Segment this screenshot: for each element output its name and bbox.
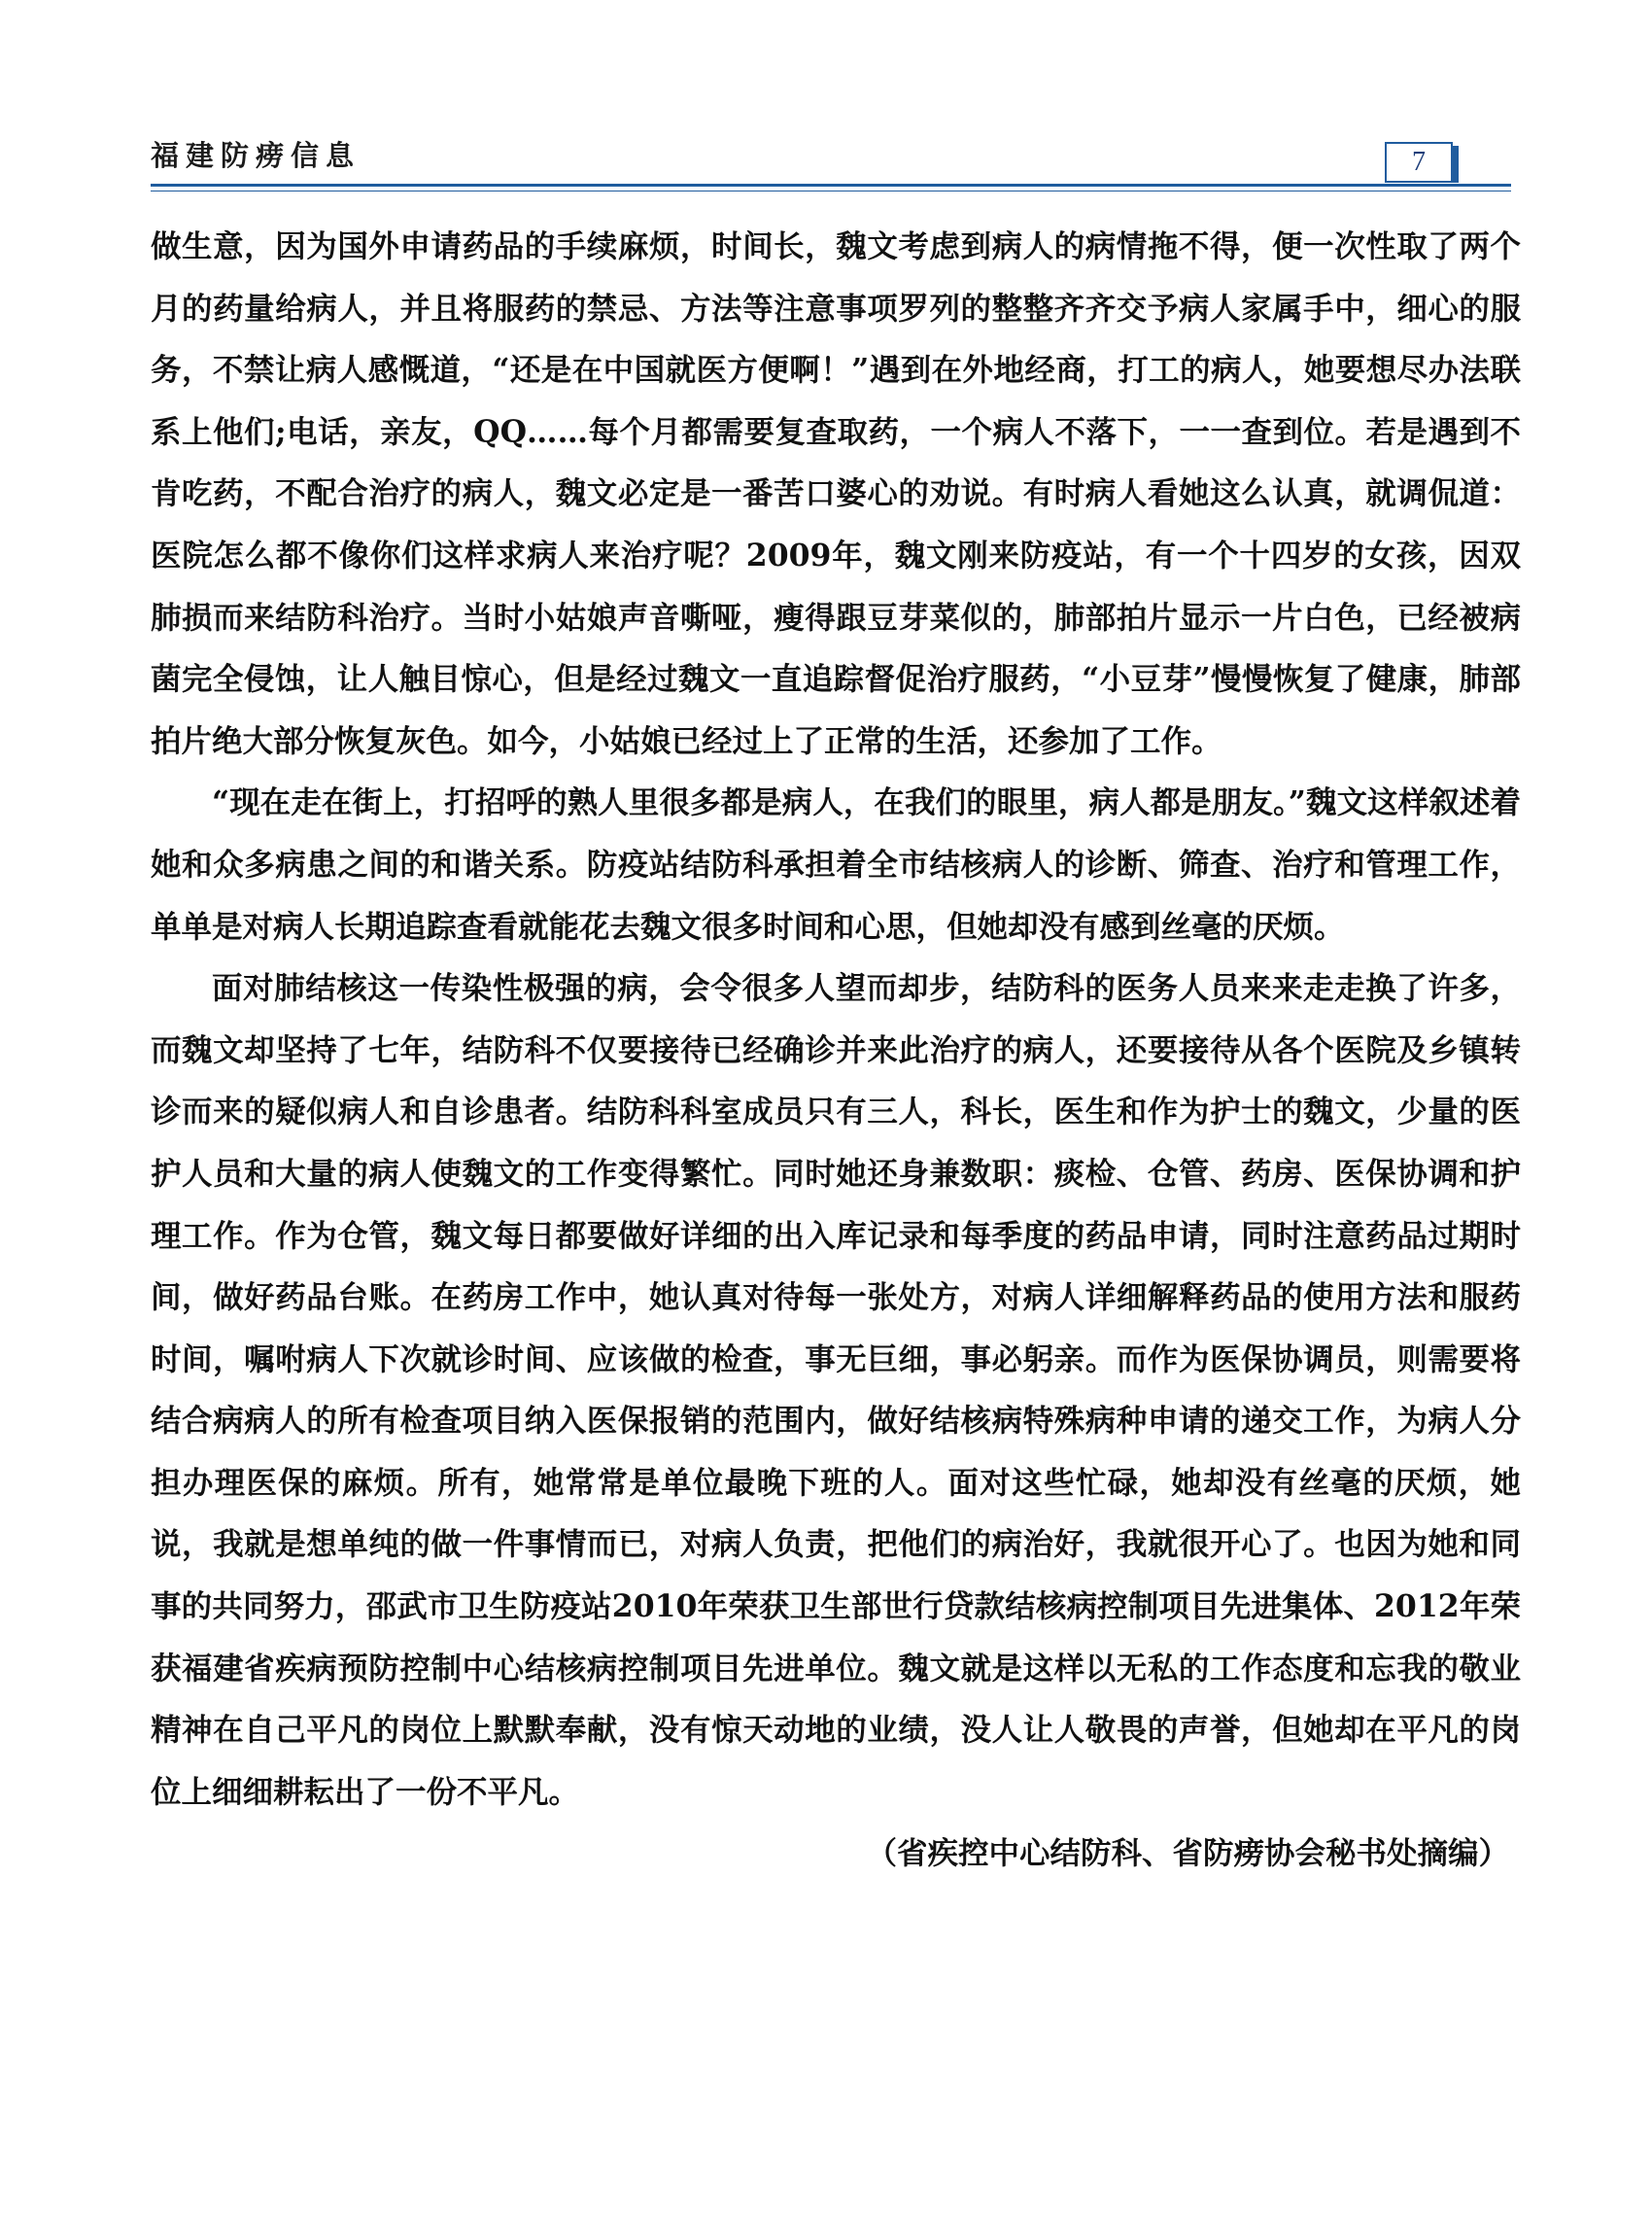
header-rule: [151, 184, 1511, 187]
article-paragraph-3: 面对肺结核这一传染性极强的病，会令很多人望而却步，结防科的医务人员来来走走换了许多，而魏文却坚持了七年，结防科不仅要接待已经确诊并来此治疗的病人，还要接待从各个医院及乡镇转诊而来的疑似病人和自诊患者。结防科科室成员只有三人，科长，医生和作为护士的魏文，少量的医护人员和大量的病人使魏文的工作变得繁忙。同时她还身兼数职：痰检、仓管、药房、医保协调和护理工作。作为仓管，魏文每日都要做好详细的出入库记录和每季度的药品申请，同时注意药品过期时间，做好药品台账。在药房工作中，她认真对待每一张处方，对病人详细解释药品的使用方法和服药时间，嘱咐病人下次就诊时间、应该做的检查，事无巨细，事必躬亲。而作为医保协调员，则需要将结合病病人的所有检查项目纳入医保报销的范围内，做好结核病特殊病种申请的递交工作，为病人分担办理医保的麻烦。所有，她常常是单位最晚下班的人。面对这些忙碌，她却没有丝毫的厌烦，她说，我就是想单纯的做一件事情而已，对病人负责，把他们的病治好，我就很开心了。也因为她和同事的共同努力，邵武市卫生防疫站2010年荣获卫生部世行贷款结核病控制项目先进集体、2012年荣获福建省疾病预防控制中心结核病控制项目先进单位。魏文就是这样以无私的工作态度和忘我的敬业精神在自己平凡的岗位上默默奉献，没有惊天动地的业绩，没人让人敬畏的声誉，但她却在平凡的岗位上细细耕耘出了一份不平凡。: [151, 970, 1521, 1810]
article-paragraph-2: “现在走在街上，打招呼的熟人里很多都是病人，在我们的眼里，病人都是朋友。”魏文这样叙述着她和众多病患之间的和谐关系。防疫站结防科承担着全市结核病人的诊断、筛查、治疗和管理工作，单单是对病人长期追踪查看就能花去魏文很多时间和心思，但她却没有感到丝毫的厌烦。: [151, 784, 1521, 945]
article-source: （省疾控中心结防科、省防痨协会秘书处摘编）: [866, 1835, 1509, 1872]
page-header: [0, 0, 1652, 194]
article-body: [151, 216, 1521, 1885]
page-number-tab: [1453, 146, 1459, 183]
article-paragraph-1: 做生意，因为国外申请药品的手续麻烦，时间长，魏文考虑到病人的病情拖不得，便一次性取了两个月的药量给病人，并且将服药的禁忌、方法等注意事项罗列的整整齐齐交予病人家属手中，细心的服务，不禁让病人感慨道，“还是在中国就医方便啊！”遇到在外地经商，打工的病人，她要想尽办法联系上他们;电话，亲友，QQ……每个月都需要复查取药，一个病人不落下，一一查到位。若是遇到不肯吃药，不配合治疗的病人，魏文必定是一番苦口婆心的劝说。有时病人看她这么认真，就调侃道：医院怎么都不像你们这样求病人来治疗呢？2009年，魏文刚来防疫站，有一个十四岁的女孩，因双肺损而来结防科治疗。当时小姑娘声音嘶哑，瘦得跟豆芽菜似的，肺部拍片显示一片白色，已经被病菌完全侵蚀，让人触目惊心，但是经过魏文一直追踪督促治疗服药，“小豆芽”慢慢恢复了健康，肺部拍片绝大部分恢复灰色。如今，小姑娘已经过上了正常的生活，还参加了工作。: [151, 228, 1521, 759]
page-number: 7: [1385, 142, 1453, 183]
publication-title: 福建防痨信息: [151, 139, 361, 172]
